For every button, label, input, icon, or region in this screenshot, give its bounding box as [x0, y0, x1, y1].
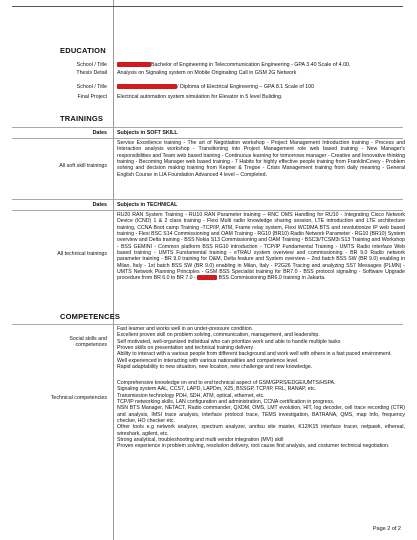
list-item: Comprehensive knowledge on end to end technical aspect of GSM/GPRS/EDGE/UMTS/HSPA. [117, 380, 336, 386]
education-label-final-project: Final Project [77, 94, 107, 100]
list-item: Proven skills on presentation and technical training delivery [117, 345, 254, 352]
social-skills-label-1: Social skills and [69, 336, 107, 342]
technical-dates-label: Dates [92, 202, 107, 208]
column-divider [113, 0, 114, 540]
list-item: Signaling system AAL, CCS7, LAPD, LAPDm, X25, BSSGP, TCP/IP, FRL, RANAP, etc. [117, 386, 317, 393]
social-skills-list [117, 326, 405, 370]
technical-trainings-label: All technical trainings [57, 251, 107, 257]
redaction-mark [117, 84, 177, 89]
education-value-bachelor: Bachelor of Engineering in Telecommunication Engineering - GPA 3.40 Scale of 4.00. [117, 62, 405, 69]
list-item: Ability to interact with a various people from different background and work well with others in a fast paced environment. [117, 351, 392, 358]
soft-trainings-label: All soft skill trainings [59, 163, 107, 169]
redaction-mark [117, 62, 151, 67]
education-value-thesis: Analysis on Signaling system on Mobile Originating Call in GSM 2G Network [117, 70, 297, 76]
education-label-school-title-2: School / Title [76, 84, 107, 90]
soft-subject-heading: Subjects in SOFT SKILL [117, 130, 178, 136]
list-item: TCP/IP networking skills, LAN configuration and administration, CCNA certification in progress. [117, 399, 335, 406]
list-item: Strong analytical, troubleshooting and multi vendor integration (MVI) skill [117, 437, 284, 444]
technical-competencies-label: Technical competencies [50, 395, 107, 401]
list-item: Well experienced in interacting with various nationalities and competence level. [117, 357, 299, 364]
rule [12, 324, 403, 325]
rule [12, 138, 403, 139]
list-item: NSN BTS Manager, NETACT, Radio commander, QXDM, OMS, LMT evolution, HIT, log decoder, cell trace recording (CTR) and analysis, IMSI trace analysis, interface protocol trace, TEMS investigation, BATRANA, QMS, map Info, frequency checker, HO checker etc. [117, 405, 405, 425]
technical-subject-heading: Subjects in TECHNICAL [117, 202, 178, 208]
page-number: Page 2 of 2 [372, 526, 401, 532]
list-item: Rapid adaptability to new situation, new location, new challenge and new knowledge. [117, 364, 313, 371]
technical-competencies-list [117, 380, 405, 450]
section-heading-competences: COMPETENCES [60, 312, 121, 321]
list-item: Self motivated, well-organized individual who can prioritize work and able to handle multiple tasks [117, 338, 341, 345]
soft-dates-label: Dates [92, 130, 107, 136]
top-rule [12, 6, 403, 7]
rule [12, 127, 403, 128]
social-skills-label-2: competences [75, 342, 107, 348]
soft-trainings-text: Service Excellence training - The art of Negotiation workshop - Project Management Introduction training - Process and Interaction analysis workshop - Transitioning into Project Management role web based training - New Manager's responsibilities and Team web based training - Continuous learning for tomorrows manager - Creative and Innovative thinking training - Becoming Manager web based training - 7 Habits for highly effective people training from FranklinCovey - Problem solving and decision making training from Kepner & Tregoe - Crisis Management training from daily meaning - General English Course in LIA Foundation Advanced 4 level – Completed. [117, 140, 405, 178]
rule [12, 210, 403, 211]
list-item: Proven experience in problem solving, resolution delivery, root cause first analysis, and costumer technical negotiation. [117, 443, 390, 450]
rule [12, 199, 403, 200]
technical-trainings-text: RU20 RAN System Training - RU10 RAN Parameter training – RNC OMS Handling for RU10 - Integrating Cisco Network Device (ICND) 1 & 2 class training - Flexi Multi radio knowledge sharing session, LTE introduction and LTE architecture training, CCNA Boot camp Training -TCP/IP, ATM, Frame relay system, Flexi WCDMA BTS and revolutionize IP web based training - Flexi BSC S14 Commissioning and OAM Training - RG10 (BR10) Radio Network Parameter - RG10 (BR10) System overview and Delta training - BSS Nokia S13 Commissioning and OAM Training - BSC3i/TCSM3i S13 Training and Workshop - BSS GEMINI - Common platform BSS RG10 introduction - TCP/IP Fundamental Training - UMTS Radio interface Web based training - UMTS Fundamental training - eTRAU system overview and commissioning - BR 9.0 Radio network parameter training - BR 9.0 training for O&M, Delta feature and System overview – 2nd batch BSS SW (BR 9.0) enabling in Milan, Italy - 1st batch BSS SW (BR 9.0) enabling in Milan, Italy - P2G26 Tracing and analyzing SS7 Messages (PLMN) - UMTS Network Planning Principles - GSM BSS Specialist training for BR7.0 - BSS protocol signaling - Software Upgrade procedure from BR 6.0 to BR 7.0 - BSS Commissioning BR6.0 training in Jakarta. [117, 212, 405, 282]
education-value-final-project: Electrical automation system simulation for Elevator in 5 level Building. [117, 94, 283, 100]
list-item: Excellent proven skill on problem solving, communication, management, and leadership. [117, 332, 320, 339]
education-label-school-title-1: School / Title [76, 62, 107, 68]
education-value-diploma: / Diploma of Electrical Engineering – GPA 8.1 Scale of 100 [117, 84, 405, 91]
list-item: Fast learner and works well in an under-pressure condition. [117, 326, 254, 332]
section-heading-education: EDUCATION [60, 46, 106, 55]
redaction-mark [197, 275, 217, 280]
section-heading-trainings: TRAININGS [60, 114, 104, 123]
list-item: Other tools e.g network analyzer, spectrum analyzer, anritsu site master, K12/K15 interface tracer, netpawk, ethereal, wireshark, agilent, etc. [117, 424, 405, 437]
education-label-thesis: Thesis Detail [76, 70, 107, 76]
list-item: Transmission technology PDH, SDH, ATM, optical, ethernet, etc. [117, 392, 265, 399]
